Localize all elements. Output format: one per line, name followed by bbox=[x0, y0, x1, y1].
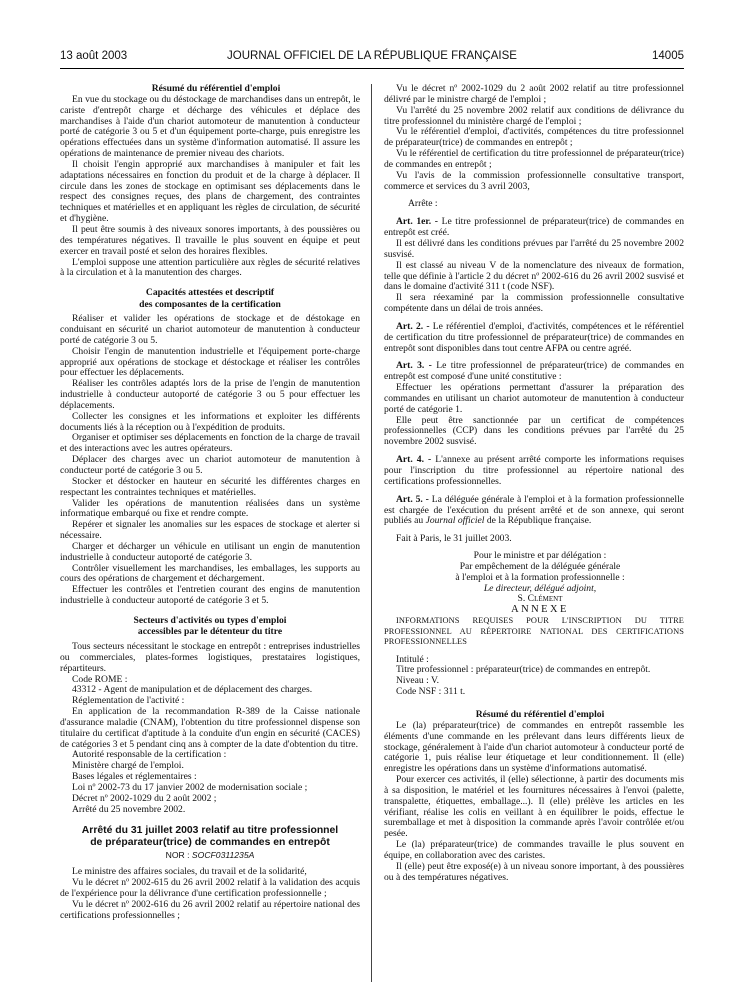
paragraph: Il choisit l'engin approprié aux marchandises à manipuler et fait les adaptations nécessaires en fonction du produit et de la charge à déplacer. Il circule dans les zones de stockage en optimisant ses déplacements dans le respect des consignes reçues, des plans de chargement, des contraintes techniques et matérielles et en appliquant les règles de circulation, de sécurité et d'hygiène. bbox=[60, 158, 360, 225]
article-2 bbox=[384, 322, 684, 355]
paragraph: Réglementation de l'activité : bbox=[72, 695, 185, 707]
paragraph: Autorité responsable de la certification : bbox=[72, 749, 227, 761]
article-4 bbox=[384, 455, 684, 488]
header-title: JOURNAL OFFICIEL DE LA RÉPUBLIQUE FRANÇAISE bbox=[227, 50, 517, 62]
paragraph: L'emploi suppose une attention particulière aux règles de sécurité relatives à la circulation et à la manutention des charges. bbox=[60, 256, 360, 279]
article-text: Le référentiel d'emploi, d'activités, compétences et le référentiel de certification du titre professionnel de préparateur(trice) de commandes en entrepôt sont disponibles dans tout centre AFPA ou centre agréé. bbox=[384, 320, 684, 354]
article-label: Art. 4. - bbox=[396, 454, 432, 466]
paragraph: Organiser et optimiser ses déplacements en fonction de la charge de travail et des interactions avec les autres opérateurs. bbox=[60, 432, 360, 455]
article-5 bbox=[384, 495, 684, 528]
paragraph: Code NSF : 311 t. bbox=[396, 686, 466, 698]
paragraph: Niveau : V. bbox=[396, 675, 440, 687]
page-header bbox=[60, 50, 684, 66]
paragraph: Réaliser et valider les opérations de stockage et de déstokage en conduisant en sécurité un chariot automoteur de manutention à conducteur porté de catégorie 3 ou 5. bbox=[60, 313, 360, 346]
heading-line: accessibles par le détenteur du titre bbox=[137, 626, 283, 638]
nor-code: SOCF0311235A bbox=[191, 850, 255, 861]
paragraph: En application de la recommandation R-389 de la Caisse nationale d'assurance maladie (CNAM), l'obtention du titre professionnel dispense son titulaire du certificat d'aptitude à la conduite d'un engin en sécurité (CACES) de catégories 3 et 5 pendant cinq ans à compter de la date d'obtention du titre. bbox=[60, 706, 360, 750]
paragraph: Le ministre des affaires sociales, du travail et de la solidarité, bbox=[72, 866, 307, 878]
article-text: de la République française. bbox=[486, 515, 592, 527]
header-date: 13 août 2003 bbox=[60, 50, 128, 62]
paragraph: Pour exercer ces activités, il (elle) sélectionne, à partir des documents mis à sa disposition, le matériel et les fournitures nécessaires à l'envoi (palette, transpalette, étiquettes, emballage...). Il (elle) prélève les articles en les vérifiant, réalise les colis en veillant à en équilibrer le poids, effectue le suremballage et met à disposition la commande après l'avoir contrôlée et/ou pesée. bbox=[384, 774, 684, 840]
section-heading: Résumé du référentiel d'emploi bbox=[475, 709, 605, 720]
signature-place-date: Fait à Paris, le 31 juillet 2003. bbox=[396, 533, 512, 545]
article-label: Art. 2. - bbox=[396, 320, 430, 332]
paragraph: Arrêté du 25 novembre 2002. bbox=[72, 803, 186, 815]
paragraph: Déplacer des charges avec un chariot automoteur de manutention à conducteur porté de catégorie 3 ou 5. bbox=[60, 454, 360, 476]
paragraph: Intitulé : bbox=[396, 653, 429, 665]
paragraph: 43312 - Agent de manipulation et de déplacement des charges. bbox=[72, 684, 313, 696]
article-text: Le titre professionnel de préparateur(trice) de commandes en entrepôt est créé. bbox=[384, 216, 685, 239]
paragraph: Il est classé au niveau V de la nomenclature des niveaux de formation, telle que définie à l'article 2 du décret nº 2002-616 du 26 avril 2002 susvisé et dans le domaine d'activité 311 t (code NSF). bbox=[384, 259, 684, 293]
decree-title-line: Arrêté du 31 juillet 2003 relatif au titre professionnel bbox=[81, 825, 339, 837]
paragraph: Titre professionnel : préparateur(trice) de commandes en entrepôt. bbox=[396, 664, 651, 676]
paragraph: Il est délivré dans les conditions prévues par l'arrêté du 25 novembre 2002 susvisé. bbox=[384, 237, 684, 260]
article-1 bbox=[384, 217, 684, 239]
heading-line: Capacités attestées et descriptif bbox=[145, 287, 275, 299]
paragraph: Il sera réexaminé par la commission professionnelle consultative compétente dans un délai de trois années. bbox=[384, 292, 684, 315]
decree-title-line: de préparateur(trice) de commandes en entrepôt bbox=[90, 836, 330, 848]
paragraph: Vu l'avis de la commission professionnelle consultative transport, commerce et services du 3 avril 2003, bbox=[384, 169, 684, 192]
heading-line: Secteurs d'activités ou types d'emploi bbox=[133, 614, 287, 626]
article-text: Le titre professionnel de préparateur(trice) de commandes en entrepôt est composé d'une unité constitutive : bbox=[384, 360, 685, 383]
paragraph: Contrôler visuellement les marchandises, les emballages, les supports au cours des opérations de chargement et déchargement. bbox=[60, 562, 360, 585]
paragraph: Vu le décret nº 2002-616 du 26 avril 2002 relatif au répertoire national des certifications professionnelles ; bbox=[60, 898, 360, 921]
paragraph: Valider les opérations de manutention réalisées dans un système informatique embarqué ou fixe et rendre compte. bbox=[60, 497, 360, 520]
paragraph: En vue du stockage ou du déstockage de marchandises dans un entrepôt, le cariste d'entrepôt charge et décharge des véhicules et déplace des marchandises à l'aide d'un chariot automoteur de manutention à conducteur porté de catégorie 3 ou 5 et d'un équipement porte-charge, puis enregistre les opérations effectuées dans un système d'information automatisé. Il assure les opérations de maintenance de premier niveau des chariots. bbox=[60, 93, 360, 160]
paragraph: Vu le référentiel de certification du titre professionnel de préparateur(trice) de commandes en entrepôt ; bbox=[384, 148, 684, 170]
column-divider bbox=[371, 84, 372, 982]
annexe-heading: ANNEXE bbox=[511, 604, 569, 616]
nor-reference bbox=[60, 850, 360, 861]
paragraph: Ministère chargé de l'emploi. bbox=[72, 760, 184, 772]
paragraph: Décret nº 2002-1029 du 2 août 2002 ; bbox=[72, 792, 217, 804]
right-column bbox=[384, 84, 684, 884]
signature-line: à l'emploi et à la formation professionnelle : bbox=[455, 571, 625, 583]
article-label: Art. 5. - bbox=[396, 493, 429, 505]
paragraph: Charger et décharger un véhicule en utilisant un engin de manutention industrielle à conducteur autoporté de catégorie 3. bbox=[60, 540, 360, 563]
signature-line: Le directeur, délégué adjoint, bbox=[483, 582, 597, 594]
paragraph: Loi nº 2002-73 du 17 janvier 2002 de modernisation sociale ; bbox=[72, 781, 308, 793]
header-page-number: 14005 bbox=[652, 50, 684, 62]
article-label: Art. 3. - bbox=[396, 360, 432, 372]
journal-officiel-italic: Journal officiel bbox=[425, 515, 485, 527]
article-text: L'annexe au présent arrêté comporte les informations requises pour l'inscription du titre professionnel au répertoire national des certifications professionnelles. bbox=[384, 454, 684, 487]
paragraph: Collecter les consignes et les informations et exploiter les différents documents liés à la réception ou à l'expédition de produits. bbox=[60, 410, 360, 433]
paragraph: Réaliser les contrôles adaptés lors de la prise de l'engin de manutention industrielle à conducteur autoporté de catégorie 3 ou 5 pour effectuer les déplacements. bbox=[60, 378, 360, 411]
paragraph: Vu le référentiel d'emploi, d'activités, compétences du titre professionnel de préparateur(trice) de commandes en entrepôt ; bbox=[384, 126, 684, 149]
paragraph: Stocker et déstocker en hauteur en sécurité les différentes charges en respectant les contraintes techniques et matérielles. bbox=[60, 475, 360, 498]
section-heading bbox=[60, 615, 360, 638]
section-heading bbox=[60, 287, 360, 310]
paragraph: Vu le décret nº 2002-1029 du 2 août 2002 relatif au titre professionnel délivré par le ministre chargé de l'emploi ; bbox=[384, 83, 684, 105]
signature-line: Par empêchement de la déléguée générale bbox=[459, 560, 621, 572]
nor-label: NOR : bbox=[165, 850, 190, 861]
article-label: Art. 1er. - bbox=[396, 216, 438, 228]
paragraph: Code ROME : bbox=[72, 673, 128, 685]
paragraph: Le (la) préparateur(trice) de commandes travaille le plus souvent en équipe, en collaboration avec des caristes. bbox=[384, 839, 684, 861]
heading-line: des composantes de la certification bbox=[139, 298, 281, 310]
article-text: La déléguée générale à l'emploi et à la formation professionnelle est chargée de l'exécution du présent arrêté et de son annexe, qui seront publiés au bbox=[384, 493, 684, 527]
signature-line: Pour le ministre et par délégation : bbox=[473, 550, 607, 562]
header-rule bbox=[60, 68, 684, 69]
section-heading: Résumé du référentiel d'emploi bbox=[151, 83, 281, 94]
signatory-name: S. Clément bbox=[517, 593, 563, 605]
paragraph: Il (elle) peut être exposé(e) à un niveau sonore important, à des poussières ou à des températures négatives. bbox=[384, 860, 684, 883]
left-column bbox=[60, 84, 360, 922]
annexe-subheading: INFORMATIONS REQUISES POUR L'INSCRIPTION DU TITRE PROFESSIONNEL AU RÉPERTOIRE NATIONAL DES CERTIFICATIONS PROFESSIONNELLES bbox=[384, 616, 684, 647]
paragraph: Tous secteurs nécessitant le stockage en entrepôt : entreprises industrielles ou commerciales, plates-formes logistiques, prestataires logistiques, répartiteurs. bbox=[60, 640, 360, 674]
paragraph: Repérer et signaler les anomalies sur les espaces de stockage et alerter si nécessaire. bbox=[60, 519, 360, 542]
paragraph: Vu l'arrêté du 25 novembre 2002 relatif aux conditions de délivrance du titre professionnel du ministère chargé de l'emploi ; bbox=[384, 104, 684, 127]
paragraph: Il peut être soumis à des niveaux sonores importants, à des poussières ou des températures négatives. Il travaille le plus souvent en équipe et peut exercer en travail posté et selon des horaires flexibles. bbox=[60, 223, 360, 257]
paragraph: Effectuer les opérations permettant d'assurer la préparation des commandes en utilisant un chariot automoteur de manutention à conducteur porté de catégorie 1. bbox=[384, 382, 684, 415]
decree-title bbox=[60, 825, 360, 848]
paragraph: Choisir l'engin de manutention industrielle et l'équipement porte-charge approprié aux opérations de stockage et déstockage et réaliser les contrôles pour effectuer les déplacements. bbox=[60, 345, 360, 379]
arrete-heading: Arrête : bbox=[408, 198, 438, 210]
paragraph: Elle peut être sanctionnée par un certificat de compétences professionnelles (CCP) dans les conditions prévues par l'arrêté du 25 novembre 2002 susvisé. bbox=[384, 414, 684, 448]
paragraph: Le (la) préparateur(trice) de commandes en entrepôt rassemble les éléments d'une commande en les prélevant dans leurs différents lieux de stockage, généralement à l'aide d'un chariot automoteur à conducteur porté de catégorie 1, puis réalise leur étiquetage et leur conditionnement. Il (elle) enregistre les opérations dans un système d'informations automatisé. bbox=[384, 719, 684, 775]
paragraph: Vu le décret nº 2002-615 du 26 avril 2002 relatif à la validation des acquis de l'expérience pour la délivrance d'une certification professionnelle ; bbox=[60, 877, 360, 899]
paragraph: Effectuer les contrôles et l'entretien courant des engins de manutention industrielle à conducteur autoporté de catégorie 3 et 5. bbox=[60, 584, 360, 607]
article-3 bbox=[384, 361, 684, 383]
paragraph: Bases légales et réglementaires : bbox=[72, 771, 197, 783]
